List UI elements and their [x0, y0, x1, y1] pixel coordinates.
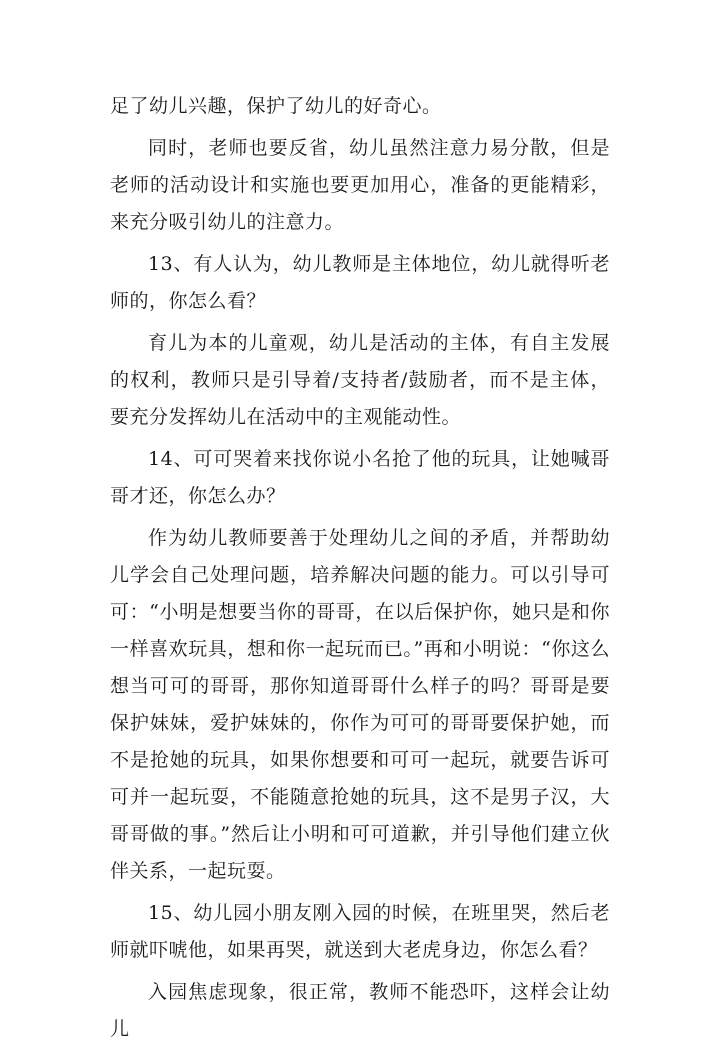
paragraph-reflection: 同时，老师也要反省，幼儿虽然注意力易分散，但是老师的活动设计和实施也要更加用心，准备的更能精彩，来充分吸引幼儿的注意力。	[110, 137, 610, 233]
paragraph-continuation: 足了幼儿兴趣，保护了幼儿的好奇心。	[110, 95, 442, 117]
answer-15: 入园焦虑现象，很正常，教师不能恐吓，这样会让幼儿	[110, 981, 610, 1040]
answer-14: 作为幼儿教师要善于处理幼儿之间的矛盾，并帮助幼儿学会自己处理问题，培养解决问题的能力。可以引导可可：“小明是想要当你的哥哥，在以后保护你，她只是和你一样喜欢玩具，想和你一起玩而已。”再和小明说：“你这么想当可可的哥哥，那你知道哥哥什么样子的吗？哥哥是要保护妹妹，爱护妹妹的，你作为可可的哥哥要保护她，而不是抢她的玩具，如果你想要和可可一起玩，就要告诉可可并一起玩耍，不能随意抢她的玩具，这不是男子汉，大哥哥做的事。”然后让小明和可可道歉，并引导他们建立伙伴关系，一起玩耍。	[110, 527, 610, 882]
question-13: 13、有人认为，幼儿教师是主体地位，幼儿就得听老师的，你怎么看？	[110, 253, 610, 312]
question-15: 15、幼儿园小朋友刚入园的时候，在班里哭，然后老师就吓唬他，如果再哭，就送到大老虎身边，你怎么看？	[110, 902, 610, 961]
question-14: 14、可可哭着来找你说小名抢了他的玩具，让她喊哥哥才还，你怎么办？	[110, 448, 610, 507]
answer-13: 育儿为本的儿童观，幼儿是活动的主体，有自主发展的权利，教师只是引导着/支持者/鼓励者，而不是主体，要充分发挥幼儿在活动中的主观能动性。	[110, 332, 610, 428]
document-body	[110, 88, 610, 1053]
